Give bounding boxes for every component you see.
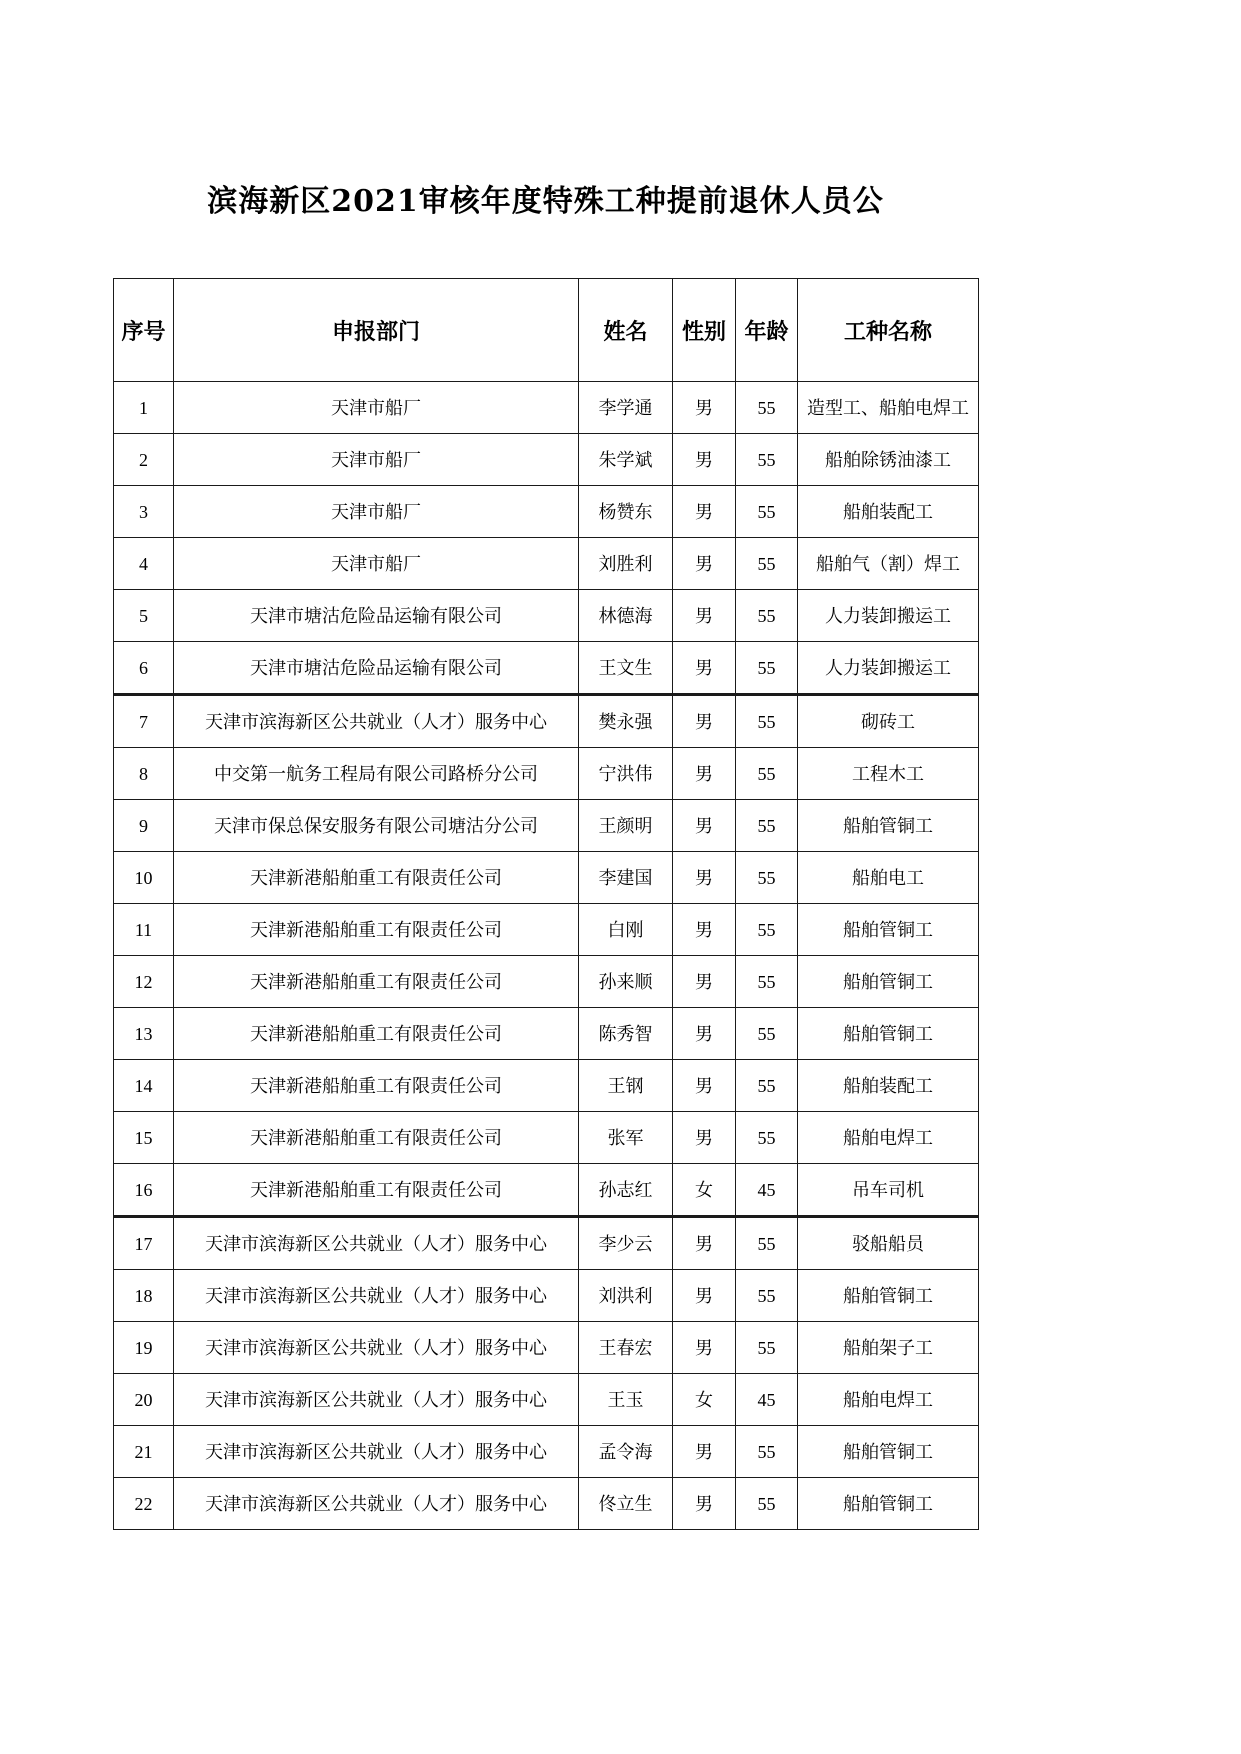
cell-age: 55 — [736, 956, 798, 1008]
cell-serial-number: 15 — [114, 1112, 174, 1164]
cell-job-title: 船舶架子工 — [798, 1322, 979, 1374]
cell-name: 王钢 — [579, 1060, 673, 1112]
cell-department: 天津新港船舶重工有限责任公司 — [174, 1008, 579, 1060]
cell-name: 李建国 — [579, 852, 673, 904]
table-row — [114, 904, 979, 956]
cell-age: 55 — [736, 434, 798, 486]
cell-serial-number: 16 — [114, 1164, 174, 1217]
cell-age: 55 — [736, 642, 798, 695]
table-row — [114, 1060, 979, 1112]
cell-job-title: 船舶电焊工 — [798, 1112, 979, 1164]
cell-department: 天津市滨海新区公共就业（人才）服务中心 — [174, 1322, 579, 1374]
cell-name: 王春宏 — [579, 1322, 673, 1374]
cell-sex: 男 — [673, 695, 736, 748]
cell-sex: 男 — [673, 538, 736, 590]
cell-serial-number: 10 — [114, 852, 174, 904]
cell-serial-number: 11 — [114, 904, 174, 956]
cell-job-title: 船舶装配工 — [798, 486, 979, 538]
cell-department: 天津市滨海新区公共就业（人才）服务中心 — [174, 1478, 579, 1530]
cell-serial-number: 22 — [114, 1478, 174, 1530]
cell-sex: 男 — [673, 1112, 736, 1164]
table-row — [114, 1112, 979, 1164]
header-name: 姓名 — [579, 279, 673, 382]
cell-serial-number: 21 — [114, 1426, 174, 1478]
cell-department: 天津市滨海新区公共就业（人才）服务中心 — [174, 1426, 579, 1478]
header-serial-number: 序号 — [114, 279, 174, 382]
cell-department: 中交第一航务工程局有限公司路桥分公司 — [174, 748, 579, 800]
cell-age: 55 — [736, 1270, 798, 1322]
cell-age: 55 — [736, 1322, 798, 1374]
cell-job-title: 驳船船员 — [798, 1217, 979, 1270]
cell-department: 天津市滨海新区公共就业（人才）服务中心 — [174, 695, 579, 748]
cell-department: 天津新港船舶重工有限责任公司 — [174, 956, 579, 1008]
header-age: 年龄 — [736, 279, 798, 382]
table-row — [114, 695, 979, 748]
cell-department: 天津市船厂 — [174, 382, 579, 434]
cell-job-title: 工程木工 — [798, 748, 979, 800]
cell-sex: 男 — [673, 800, 736, 852]
cell-serial-number: 3 — [114, 486, 174, 538]
cell-job-title: 吊车司机 — [798, 1164, 979, 1217]
cell-job-title: 船舶管铜工 — [798, 904, 979, 956]
cell-serial-number: 17 — [114, 1217, 174, 1270]
cell-name: 杨赞东 — [579, 486, 673, 538]
table-row — [114, 434, 979, 486]
cell-age: 55 — [736, 852, 798, 904]
cell-sex: 男 — [673, 1478, 736, 1530]
cell-serial-number: 2 — [114, 434, 174, 486]
cell-age: 55 — [736, 695, 798, 748]
cell-job-title: 船舶管铜工 — [798, 800, 979, 852]
table-row — [114, 382, 979, 434]
cell-sex: 男 — [673, 590, 736, 642]
table-body — [114, 382, 979, 1530]
cell-sex: 男 — [673, 1008, 736, 1060]
cell-job-title: 船舶管铜工 — [798, 1478, 979, 1530]
cell-age: 55 — [736, 590, 798, 642]
cell-name: 白刚 — [579, 904, 673, 956]
cell-job-title: 船舶电焊工 — [798, 1374, 979, 1426]
cell-name: 张军 — [579, 1112, 673, 1164]
cell-sex: 男 — [673, 956, 736, 1008]
cell-job-title: 船舶管铜工 — [798, 1426, 979, 1478]
table-row — [114, 1270, 979, 1322]
table-row — [114, 538, 979, 590]
cell-sex: 男 — [673, 1270, 736, 1322]
cell-serial-number: 14 — [114, 1060, 174, 1112]
cell-department: 天津市塘沽危险品运输有限公司 — [174, 590, 579, 642]
table-row — [114, 486, 979, 538]
cell-name: 王文生 — [579, 642, 673, 695]
cell-serial-number: 5 — [114, 590, 174, 642]
header-sex: 性别 — [673, 279, 736, 382]
cell-age: 55 — [736, 1217, 798, 1270]
cell-serial-number: 4 — [114, 538, 174, 590]
cell-department: 天津市滨海新区公共就业（人才）服务中心 — [174, 1217, 579, 1270]
cell-age: 45 — [736, 1164, 798, 1217]
cell-sex: 男 — [673, 1060, 736, 1112]
retiree-table — [113, 278, 979, 1530]
cell-department: 天津市船厂 — [174, 434, 579, 486]
cell-job-title: 人力装卸搬运工 — [798, 642, 979, 695]
cell-department: 天津市滨海新区公共就业（人才）服务中心 — [174, 1374, 579, 1426]
table-row — [114, 1426, 979, 1478]
cell-age: 55 — [736, 1478, 798, 1530]
cell-serial-number: 9 — [114, 800, 174, 852]
cell-sex: 男 — [673, 382, 736, 434]
cell-name: 刘胜利 — [579, 538, 673, 590]
cell-name: 王颜明 — [579, 800, 673, 852]
table-header-row — [114, 279, 979, 382]
cell-department: 天津新港船舶重工有限责任公司 — [174, 1112, 579, 1164]
cell-serial-number: 13 — [114, 1008, 174, 1060]
table-row — [114, 1322, 979, 1374]
cell-age: 55 — [736, 1112, 798, 1164]
table-row — [114, 642, 979, 695]
cell-job-title: 船舶管铜工 — [798, 1008, 979, 1060]
cell-name: 李少云 — [579, 1217, 673, 1270]
cell-age: 55 — [736, 1426, 798, 1478]
cell-sex: 女 — [673, 1374, 736, 1426]
cell-department: 天津新港船舶重工有限责任公司 — [174, 1164, 579, 1217]
cell-name: 宁洪伟 — [579, 748, 673, 800]
cell-age: 45 — [736, 1374, 798, 1426]
cell-job-title: 船舶电工 — [798, 852, 979, 904]
cell-name: 孙来顺 — [579, 956, 673, 1008]
header-department: 申报部门 — [174, 279, 579, 382]
cell-serial-number: 1 — [114, 382, 174, 434]
cell-sex: 男 — [673, 748, 736, 800]
cell-age: 55 — [736, 748, 798, 800]
cell-name: 李学通 — [579, 382, 673, 434]
cell-name: 佟立生 — [579, 1478, 673, 1530]
table-row — [114, 1217, 979, 1270]
cell-name: 林德海 — [579, 590, 673, 642]
cell-sex: 男 — [673, 852, 736, 904]
cell-department: 天津市塘沽危险品运输有限公司 — [174, 642, 579, 695]
cell-department: 天津新港船舶重工有限责任公司 — [174, 1060, 579, 1112]
cell-job-title: 船舶管铜工 — [798, 1270, 979, 1322]
cell-job-title: 人力装卸搬运工 — [798, 590, 979, 642]
cell-sex: 男 — [673, 1217, 736, 1270]
table-row — [114, 800, 979, 852]
cell-job-title: 船舶管铜工 — [798, 956, 979, 1008]
document-title: 滨海新区2021审核年度特殊工种提前退休人员公 — [207, 184, 884, 219]
cell-serial-number: 20 — [114, 1374, 174, 1426]
cell-job-title: 砌砖工 — [798, 695, 979, 748]
cell-age: 55 — [736, 1060, 798, 1112]
cell-age: 55 — [736, 538, 798, 590]
cell-serial-number: 12 — [114, 956, 174, 1008]
cell-name: 朱学斌 — [579, 434, 673, 486]
table-row — [114, 1374, 979, 1426]
cell-name: 刘洪利 — [579, 1270, 673, 1322]
cell-sex: 男 — [673, 434, 736, 486]
table-row — [114, 590, 979, 642]
cell-job-title: 船舶除锈油漆工 — [798, 434, 979, 486]
cell-department: 天津市保总保安服务有限公司塘沽分公司 — [174, 800, 579, 852]
cell-job-title: 船舶装配工 — [798, 1060, 979, 1112]
cell-job-title: 船舶气（割）焊工 — [798, 538, 979, 590]
table-row — [114, 1164, 979, 1217]
cell-sex: 男 — [673, 642, 736, 695]
cell-department: 天津市船厂 — [174, 538, 579, 590]
cell-name: 樊永强 — [579, 695, 673, 748]
cell-name: 孙志红 — [579, 1164, 673, 1217]
cell-serial-number: 8 — [114, 748, 174, 800]
cell-age: 55 — [736, 904, 798, 956]
cell-sex: 男 — [673, 904, 736, 956]
cell-department: 天津市船厂 — [174, 486, 579, 538]
table-row — [114, 956, 979, 1008]
cell-age: 55 — [736, 486, 798, 538]
cell-department: 天津新港船舶重工有限责任公司 — [174, 904, 579, 956]
cell-name: 陈秀智 — [579, 1008, 673, 1060]
cell-serial-number: 7 — [114, 695, 174, 748]
cell-sex: 男 — [673, 486, 736, 538]
table-row — [114, 1478, 979, 1530]
cell-job-title: 造型工、船舶电焊工 — [798, 382, 979, 434]
header-job-title: 工种名称 — [798, 279, 979, 382]
table-row — [114, 852, 979, 904]
cell-age: 55 — [736, 382, 798, 434]
cell-age: 55 — [736, 800, 798, 852]
cell-department: 天津市滨海新区公共就业（人才）服务中心 — [174, 1270, 579, 1322]
table-row — [114, 748, 979, 800]
cell-sex: 男 — [673, 1426, 736, 1478]
cell-name: 孟令海 — [579, 1426, 673, 1478]
cell-serial-number: 6 — [114, 642, 174, 695]
cell-sex: 女 — [673, 1164, 736, 1217]
cell-serial-number: 18 — [114, 1270, 174, 1322]
cell-name: 王玉 — [579, 1374, 673, 1426]
cell-department: 天津新港船舶重工有限责任公司 — [174, 852, 579, 904]
cell-sex: 男 — [673, 1322, 736, 1374]
cell-serial-number: 19 — [114, 1322, 174, 1374]
cell-age: 55 — [736, 1008, 798, 1060]
table-row — [114, 1008, 979, 1060]
